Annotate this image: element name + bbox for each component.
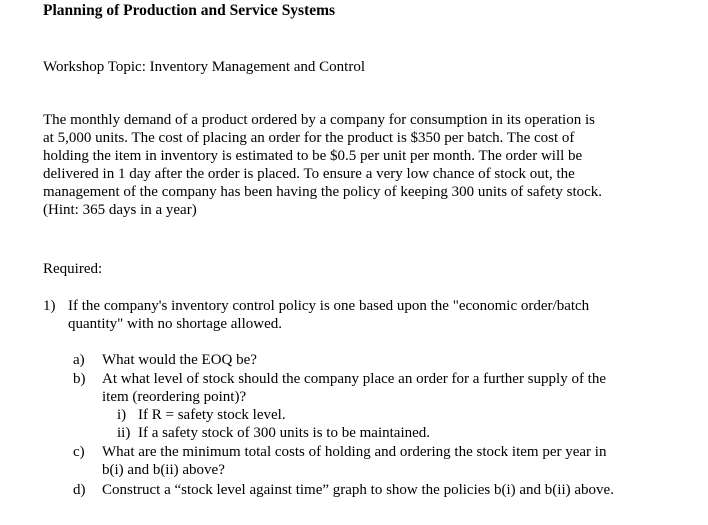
sub-question-label: a) (73, 352, 85, 368)
sub-question-text: What would the EOQ be? (102, 352, 257, 368)
question-number: 1) (43, 298, 56, 314)
sub-question-text: item (reordering point)? (102, 389, 247, 405)
paragraph-line: delivered in 1 day after the order is placed. To ensure a very low chance of stock out, the (43, 166, 575, 182)
workshop-topic: Workshop Topic: Inventory Management and Control (43, 59, 365, 75)
sub-question-text: At what level of stock should the company place an order for a further supply of the (102, 371, 607, 387)
paragraph-line: (Hint: 365 days in a year) (43, 202, 197, 218)
sub-question-label: b) (73, 371, 86, 387)
sub-item-label: i) (117, 407, 127, 423)
paragraph-line: holding the item in inventory is estimated to be $0.5 per unit per month. The order will be (43, 148, 583, 164)
question-text-line: quantity" with no shortage allowed. (68, 316, 282, 332)
sub-item-text: If R = safety stock level. (138, 407, 286, 423)
problem-paragraph (43, 111, 663, 219)
sub-question-label: c) (73, 444, 85, 460)
sub-item-text: If a safety stock of 300 units is to be maintained. (138, 425, 431, 441)
sub-question-label: d) (73, 482, 86, 498)
sub-item-label: ii) (117, 425, 131, 441)
paragraph-line: management of the company has been having the policy of keeping 300 units of safety stock. (43, 184, 603, 200)
sub-question-text: Construct a “stock level against time” graph to show the policies b(i) and b(ii) above. (102, 482, 614, 498)
sub-question-text: What are the minimum total costs of holding and ordering the stock item per year in (102, 444, 607, 460)
required-heading: Required: (43, 261, 103, 277)
paragraph-line: at 5,000 units. The cost of placing an order for the product is $350 per batch. The cost of (43, 130, 575, 146)
question-text-line: If the company's inventory control policy is one based upon the "economic order/batch (68, 298, 590, 314)
paragraph-line: The monthly demand of a product ordered by a company for consumption in its operation is (43, 112, 595, 128)
sub-question-text: b(i) and b(ii) above? (102, 462, 225, 478)
document-title: Planning of Production and Service Systems (43, 2, 336, 19)
